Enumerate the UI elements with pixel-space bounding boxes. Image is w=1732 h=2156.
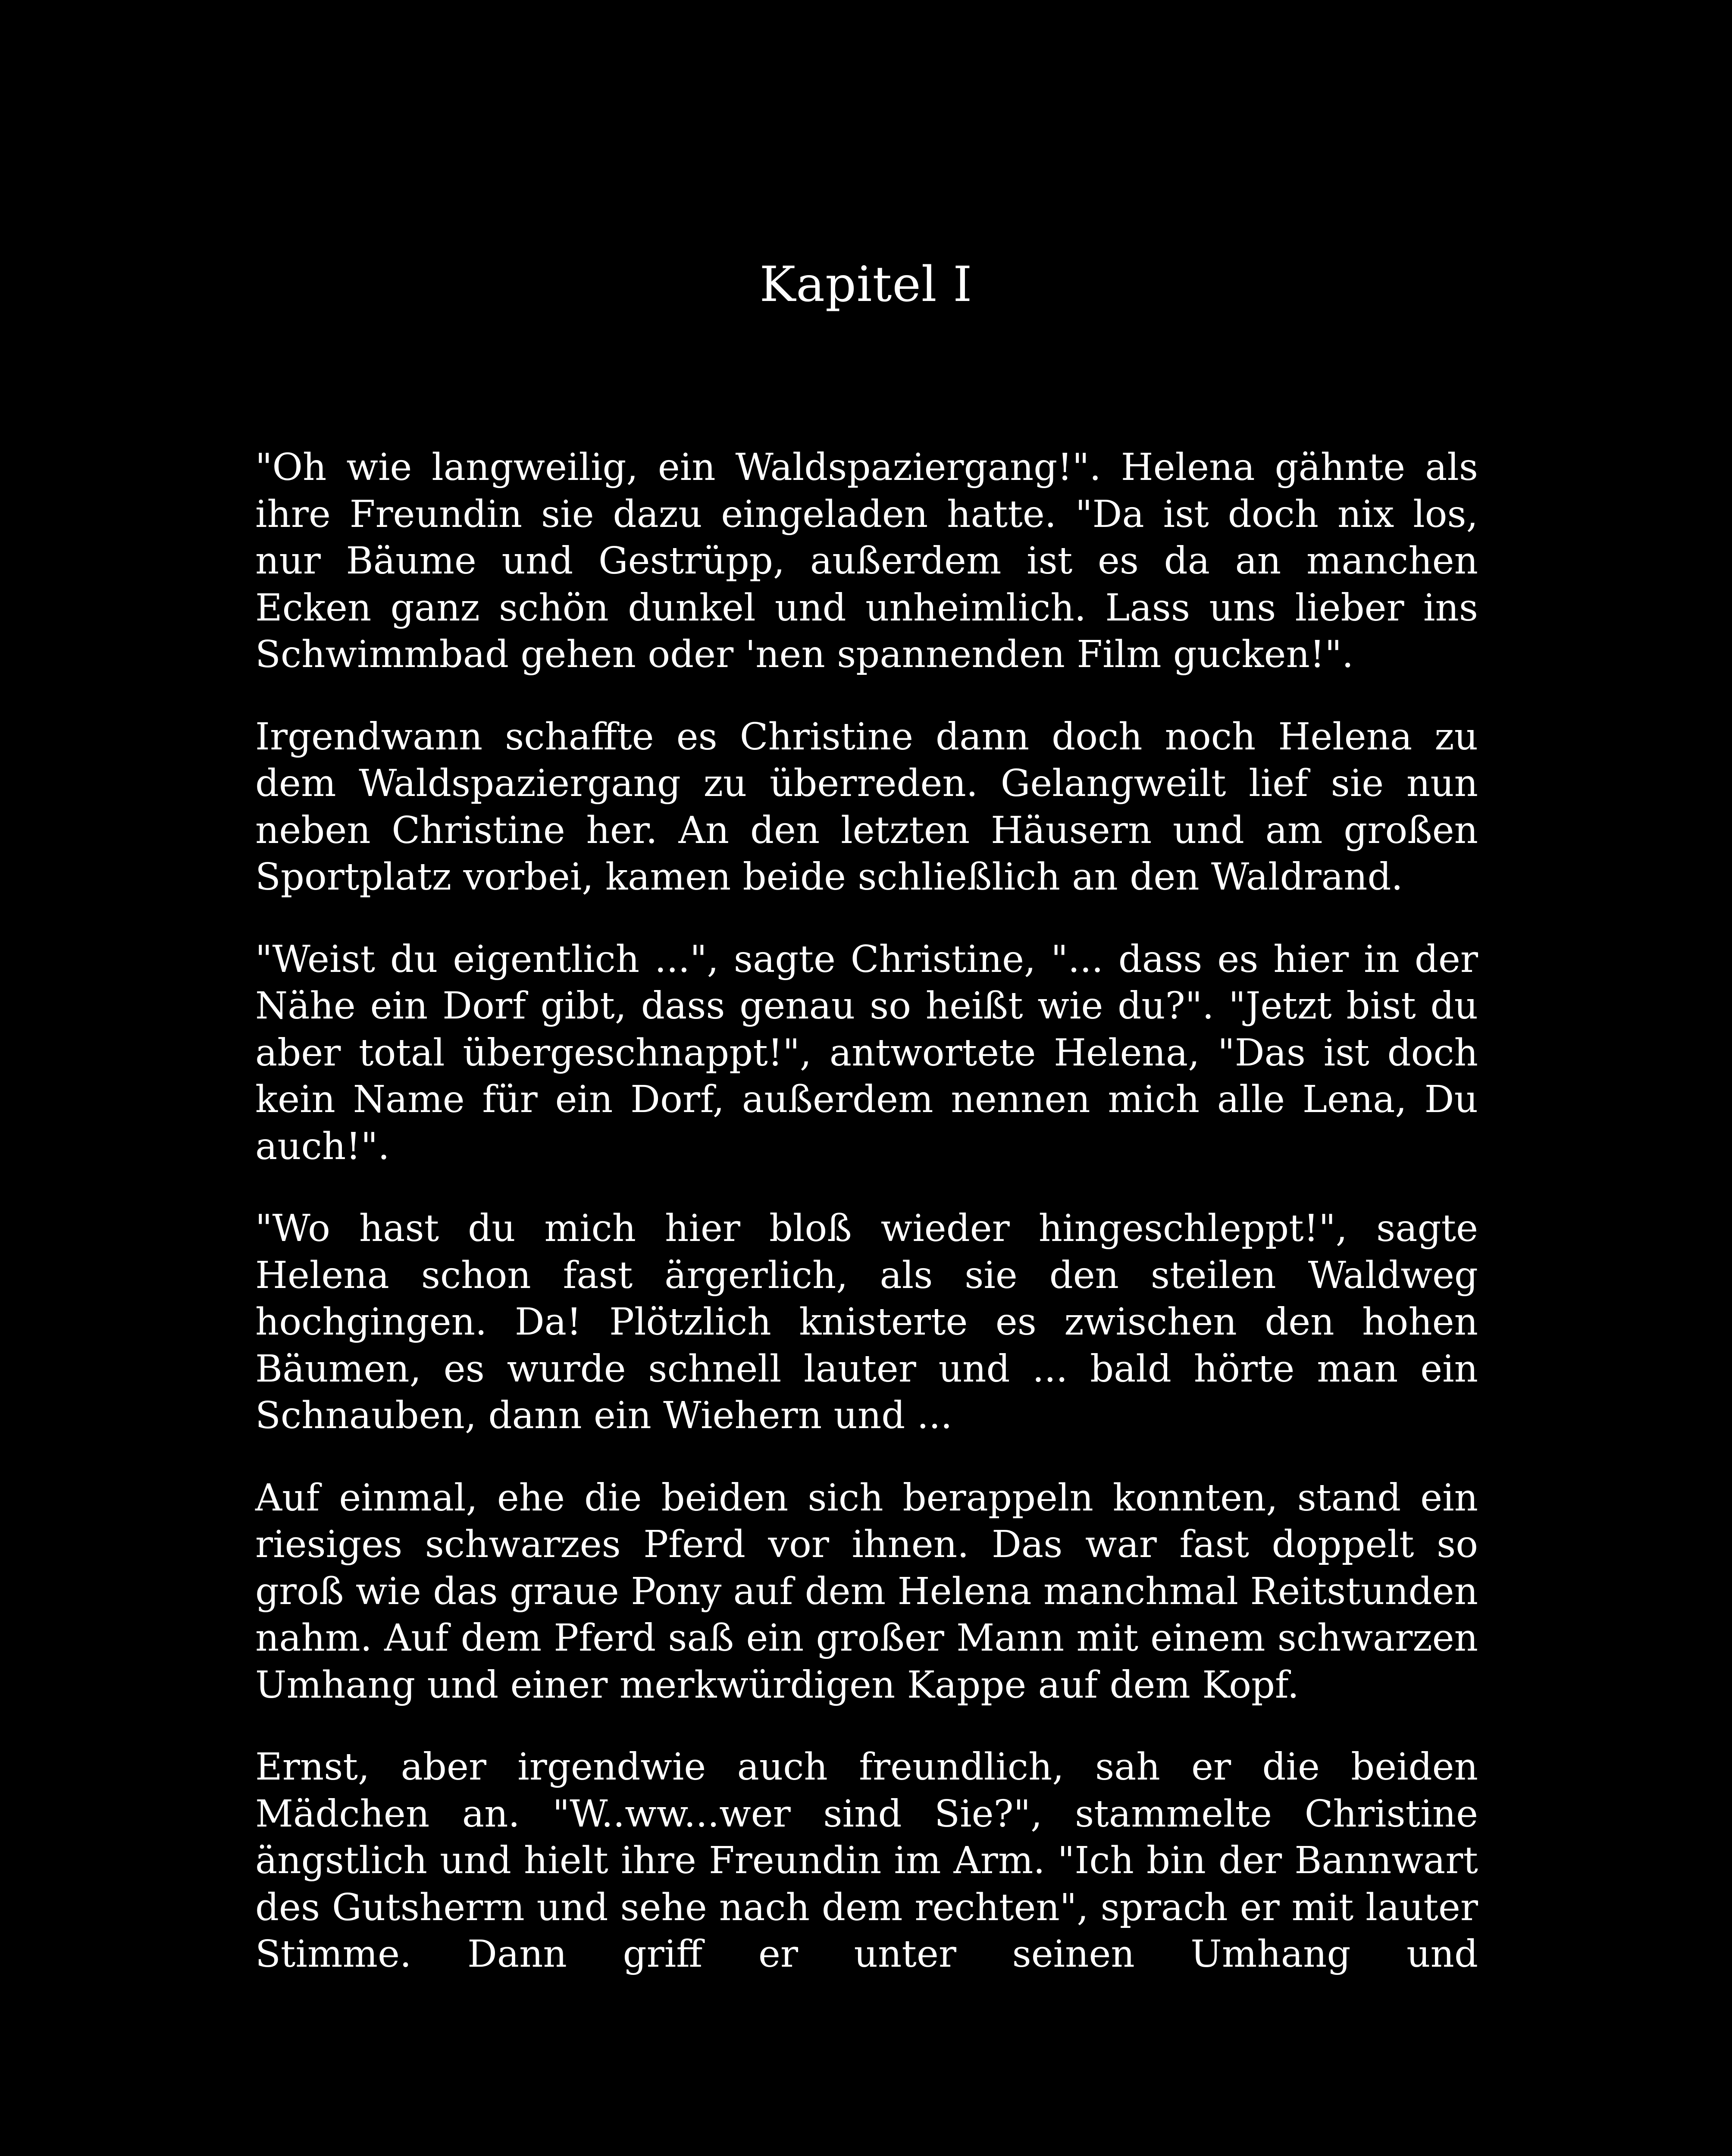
paragraph-2: Irgendwann schaffte es Christine dann doch noch Helena zu dem Waldspaziergang zu überreden. Gelangweilt lief sie nun neben Christine her. An den letzten Häusern und am großen Sportplatz vorbei, kamen beide schließlich an den Waldrand. bbox=[255, 715, 1478, 899]
paragraph-3: "Weist du eigentlich ...", sagte Christine, "... dass es hier in der Nähe ein Dorf gibt, dass genau so heißt wie du?". "Jetzt bist du aber total übergeschnappt!", antwortete Helena, "Das ist doch kein Name für ein Dorf, außerdem nennen mich alle Lena, Du auch!". bbox=[255, 937, 1478, 1168]
paragraph-6: Ernst, aber irgendwie auch freundlich, sah er die beiden Mädchen an. "W..ww...wer sind Sie?", stammelte Christine ängstlich und hielt ihre Freundin im Arm. "Ich bin der Bannwart des Gutsherrn und sehe nach dem rechten", sprach er mit lauter Stimme. Dann griff er unter seinen Umhang und bbox=[255, 1745, 1478, 1976]
paragraph-5: Auf einmal, ehe die beiden sich berappeln konnten, stand ein riesiges schwarzes Pferd vor ihnen. Das war fast doppelt so groß wie das graue Pony auf dem Helena manchmal Reitstunden nahm. Auf dem Pferd saß ein großer Mann mit einem schwarzen Umhang und einer merkwürdigen Kappe auf dem Kopf. bbox=[255, 1476, 1478, 1707]
paragraph-1: "Oh wie langweilig, ein Waldspaziergang!". Helena gähnte als ihre Freundin sie dazu eingeladen hatte. "Da ist doch nix los, nur Bäume und Gestrüpp, außerdem ist es da an manchen Ecken ganz schön dunkel und unheimlich. Lass uns lieber ins Schwimmbad gehen oder 'nen spannenden Film gucken!". bbox=[255, 446, 1478, 676]
paragraph-4: "Wo hast du mich hier bloß wieder hingeschleppt!", sagte Helena schon fast ärgerlich, als sie den steilen Waldweg hochgingen. Da! Plötzlich knisterte es zwischen den hohen Bäumen, es wurde schnell lauter und ... bald hörte man ein Schnauben, dann ein Wiehern und ... bbox=[255, 1207, 1478, 1437]
chapter-title: Kapitel I bbox=[759, 257, 973, 313]
chapter-body bbox=[255, 444, 1478, 1978]
